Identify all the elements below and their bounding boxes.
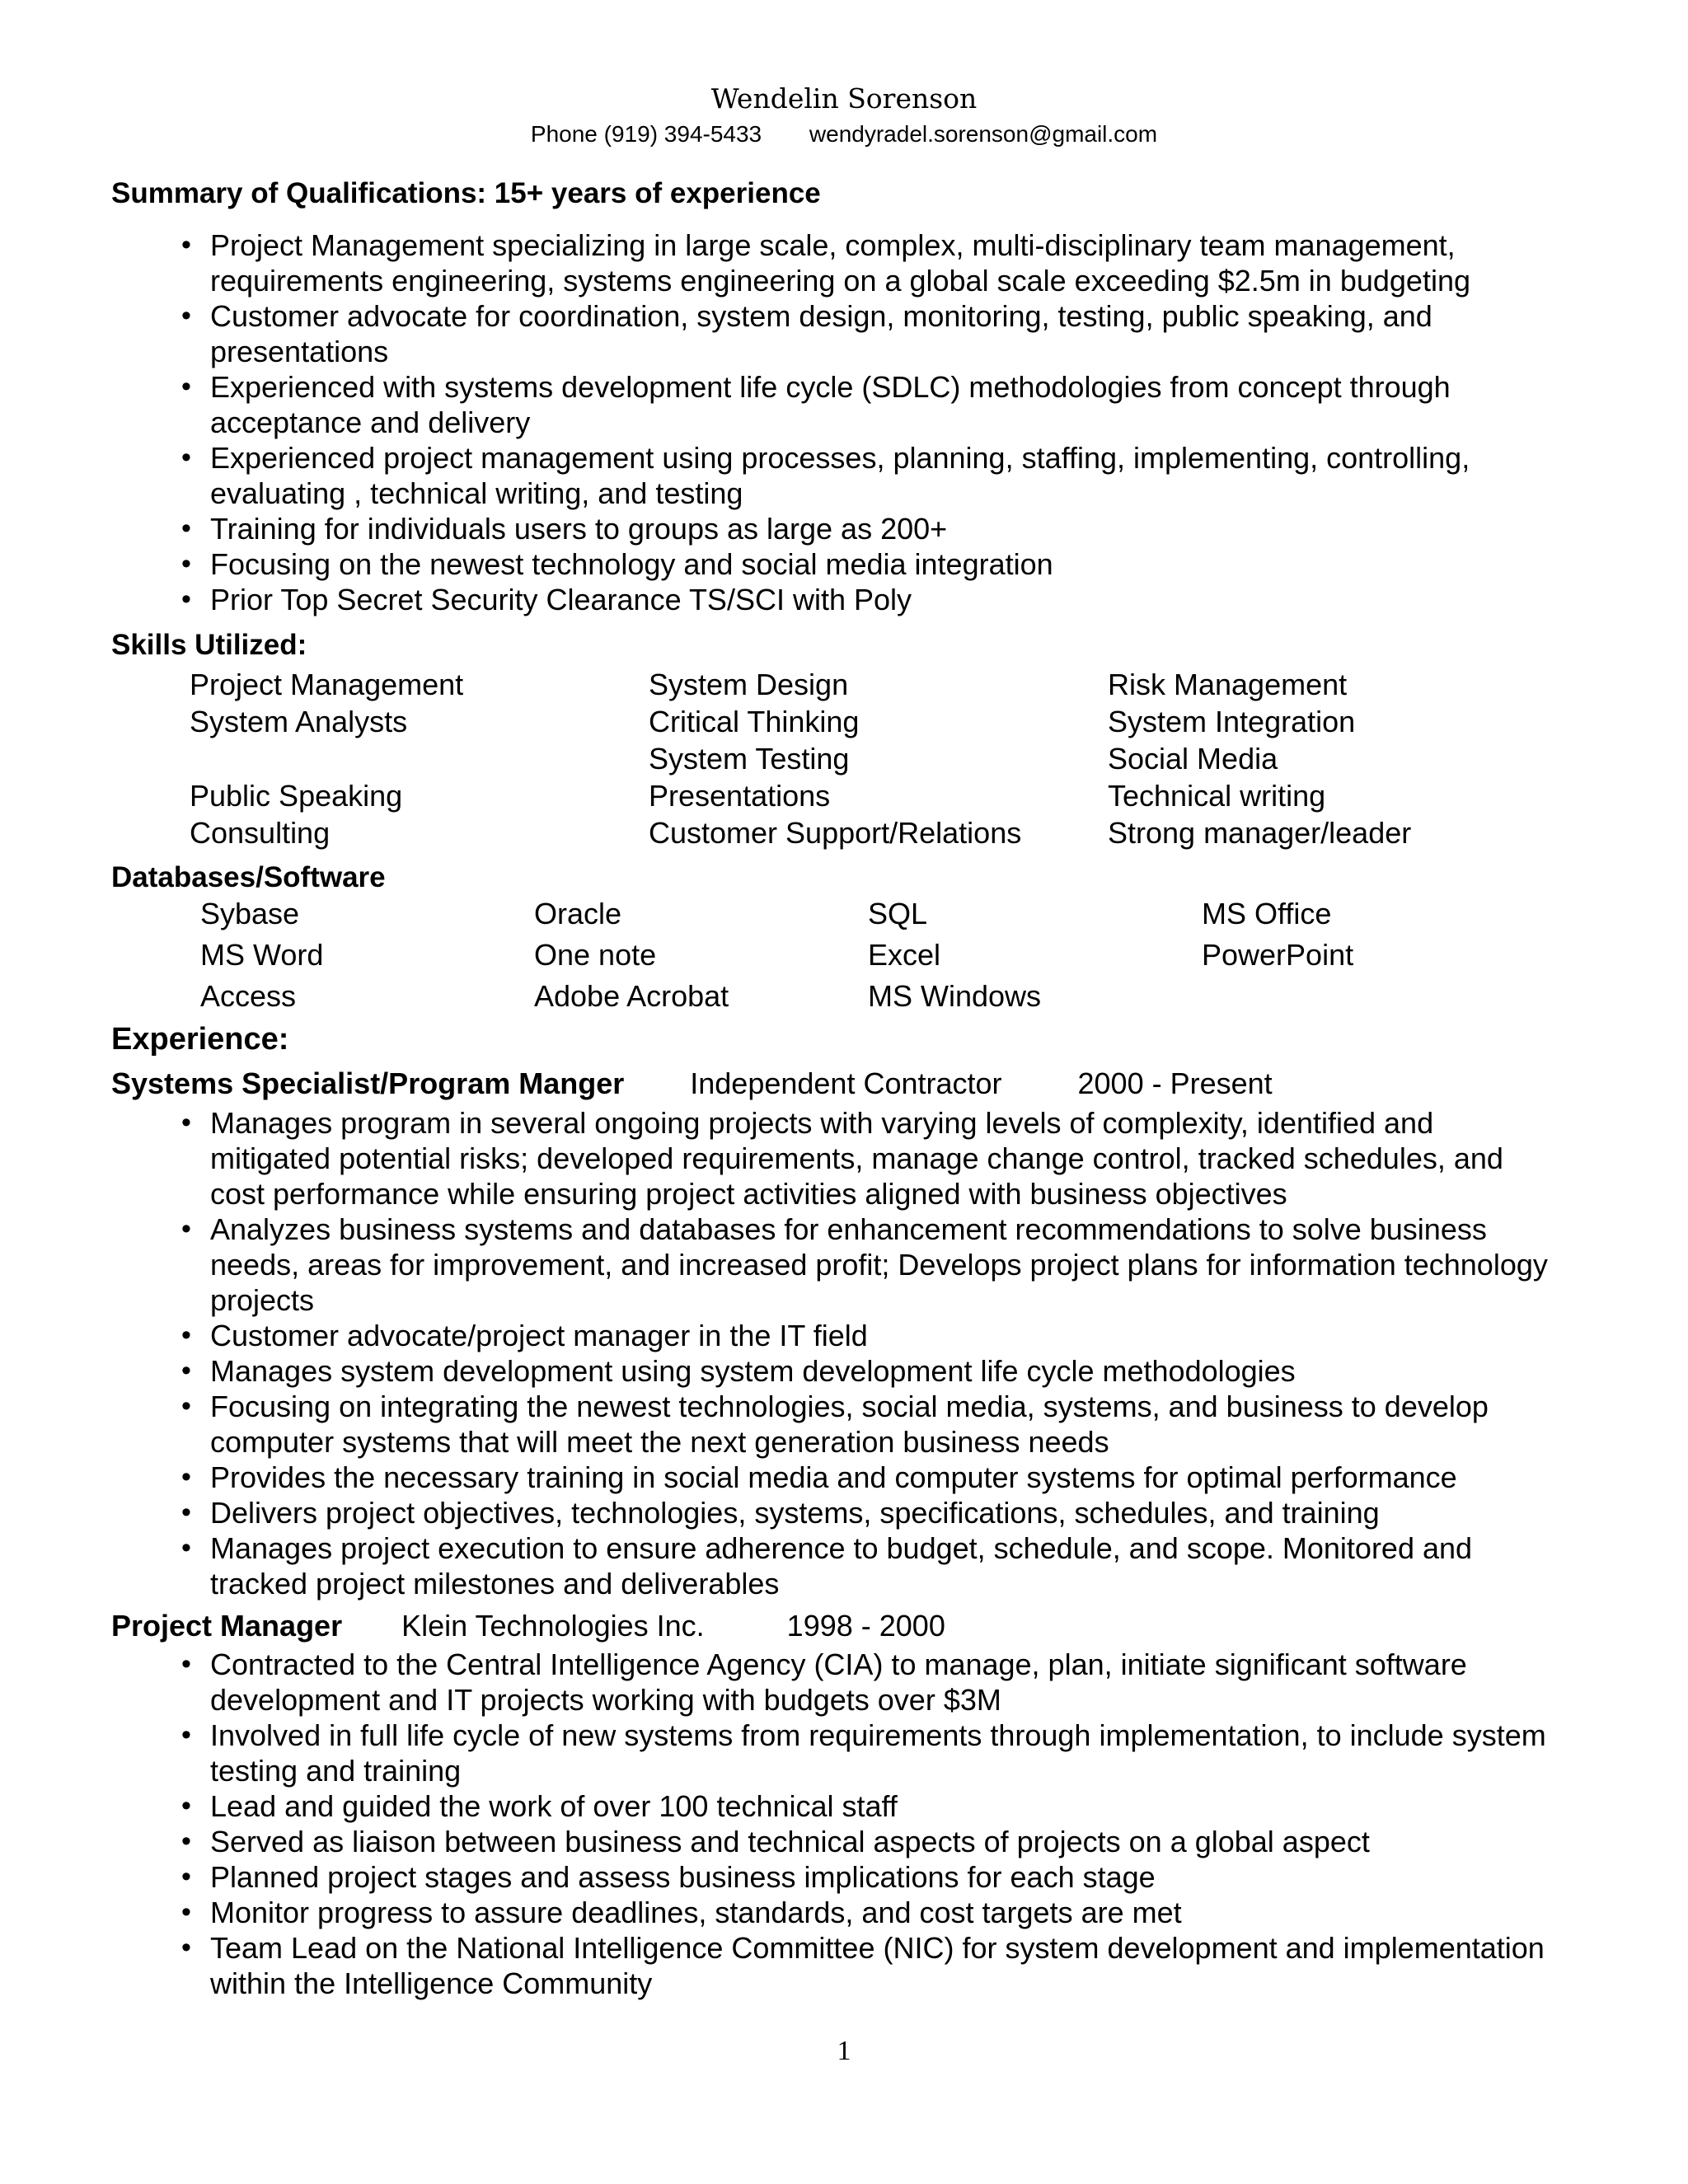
list-item: • Manages program in several ongoing projects with varying levels of complexity, identified and mitigated potential risks; developed requirements, manage change control, tracked schedules, and cost performance while ensuring project activities aligned with business objectives: [181, 1105, 1550, 1212]
job-dates: 1998 - 2000: [786, 1609, 945, 1643]
list-item: • Served as liaison between business and technical aspects of projects on a global aspect: [181, 1824, 1550, 1859]
list-item: • Delivers project objectives, technologies, systems, specifications, schedules, and training: [181, 1495, 1550, 1530]
list-item: • Monitor progress to assure deadlines, standards, and cost targets are met: [181, 1895, 1550, 1930]
list-item: • Experienced project management using processes, planning, staffing, implementing, controlling, evaluating , technical writing, and testing: [181, 440, 1550, 511]
software-item: One note: [534, 938, 657, 972]
software-item: Adobe Acrobat: [534, 979, 729, 1013]
contact-line: [0, 121, 1688, 148]
list-item: • Lead and guided the work of over 100 technical staff: [181, 1788, 1550, 1824]
skill-item: [190, 742, 649, 779]
software-item: Oracle: [534, 897, 622, 930]
skills-grid: [190, 668, 1567, 853]
list-item: • Contracted to the Central Intelligence Agency (CIA) to manage, plan, initiate significant software development and IT projects working with budgets over $3M: [181, 1647, 1550, 1718]
databases-grid: [200, 897, 1536, 1020]
list-item: • Manages project execution to ensure adherence to budget, schedule, and scope. Monitored and tracked project milestones and deliverables: [181, 1530, 1550, 1601]
software-item: Sybase: [200, 897, 300, 930]
skill-item: System Design: [649, 668, 849, 701]
skill-item: Customer Support/Relations: [649, 816, 1022, 850]
summary-heading: Summary of Qualifications: 15+ years of experience: [111, 177, 821, 209]
list-item: • Analyzes business systems and databases for enhancement recommendations to solve business needs, areas for improvement, and increased profit; Develops project plans for information technology projects: [181, 1212, 1550, 1318]
software-item: Excel: [868, 938, 941, 972]
list-item: • Planned project stages and assess business implications for each stage: [181, 1859, 1550, 1895]
skill-item: Consulting: [190, 816, 331, 850]
software-item: [1202, 979, 1536, 1020]
job-company: Klein Technologies Inc.: [401, 1609, 705, 1643]
list-item: • Training for individuals users to groups as large as 200+: [181, 511, 1550, 546]
job-dates: 2000 - Present: [1077, 1066, 1273, 1100]
list-item: • Customer advocate for coordination, system design, monitoring, testing, public speaking, and presentations: [181, 298, 1550, 369]
software-item: MS Windows: [868, 979, 1042, 1013]
list-item: • Prior Top Secret Security Clearance TS/SCI with Poly: [181, 582, 1550, 617]
skill-item: Risk Management: [1108, 668, 1348, 701]
skill-item: Social Media: [1108, 742, 1278, 776]
list-item: • Involved in full life cycle of new systems from requirements through implementation, to include system testing and training: [181, 1718, 1550, 1788]
list-item: • Manages system development using system development life cycle methodologies: [181, 1353, 1550, 1389]
phone-number: Phone (919) 394-5433: [530, 121, 762, 147]
skill-item: Presentations: [649, 779, 831, 813]
job-header: [111, 1066, 1273, 1101]
list-item: • Provides the necessary training in social media and computer systems for optimal performance: [181, 1460, 1550, 1495]
databases-heading: Databases/Software: [111, 861, 386, 893]
skills-heading: Skills Utilized:: [111, 629, 307, 661]
skill-item: System Integration: [1108, 705, 1356, 738]
skill-item: Project Management: [190, 668, 464, 701]
skill-item: Strong manager/leader: [1108, 816, 1412, 850]
job-header: [111, 1609, 945, 1643]
list-item: • Customer advocate/project manager in the IT field: [181, 1318, 1550, 1353]
summary-list: [181, 227, 1550, 617]
software-item: MS Word: [200, 938, 324, 972]
job-duties-list: [181, 1647, 1550, 2001]
skill-item: System Analysts: [190, 705, 408, 738]
job-duties-list: [181, 1105, 1550, 1601]
email-address: wendyradel.sorenson@gmail.com: [809, 121, 1158, 147]
skill-item: System Testing: [649, 742, 850, 776]
list-item: • Team Lead on the National Intelligence Committee (NIC) for system development and implementation within the Intelligence Community: [181, 1930, 1550, 2001]
software-item: MS Office: [1202, 897, 1332, 930]
skill-item: Public Speaking: [190, 779, 403, 813]
skill-item: Technical writing: [1108, 779, 1326, 813]
job-title: Systems Specialist/Program Manger: [111, 1066, 625, 1100]
software-item: PowerPoint: [1202, 938, 1354, 972]
list-item: • Focusing on integrating the newest technologies, social media, systems, and business to develop computer systems that will meet the next generation business needs: [181, 1389, 1550, 1460]
list-item: • Experienced with systems development life cycle (SDLC) methodologies from concept through acceptance and delivery: [181, 369, 1550, 440]
job-company: Independent Contractor: [690, 1066, 1002, 1100]
job-title: Project Manager: [111, 1609, 343, 1643]
software-item: Access: [200, 979, 297, 1013]
candidate-name: Wendelin Sorenson: [710, 82, 978, 115]
software-item: SQL: [868, 897, 928, 930]
page-number: 1: [837, 2036, 851, 2066]
list-item: • Project Management specializing in large scale, complex, multi-disciplinary team management, requirements engineering, systems engineering on a global scale exceeding $2.5m in budgeting: [181, 227, 1550, 298]
skill-item: Critical Thinking: [649, 705, 860, 738]
experience-heading: Experience:: [111, 1022, 289, 1057]
list-item: • Focusing on the newest technology and social media integration: [181, 546, 1550, 582]
